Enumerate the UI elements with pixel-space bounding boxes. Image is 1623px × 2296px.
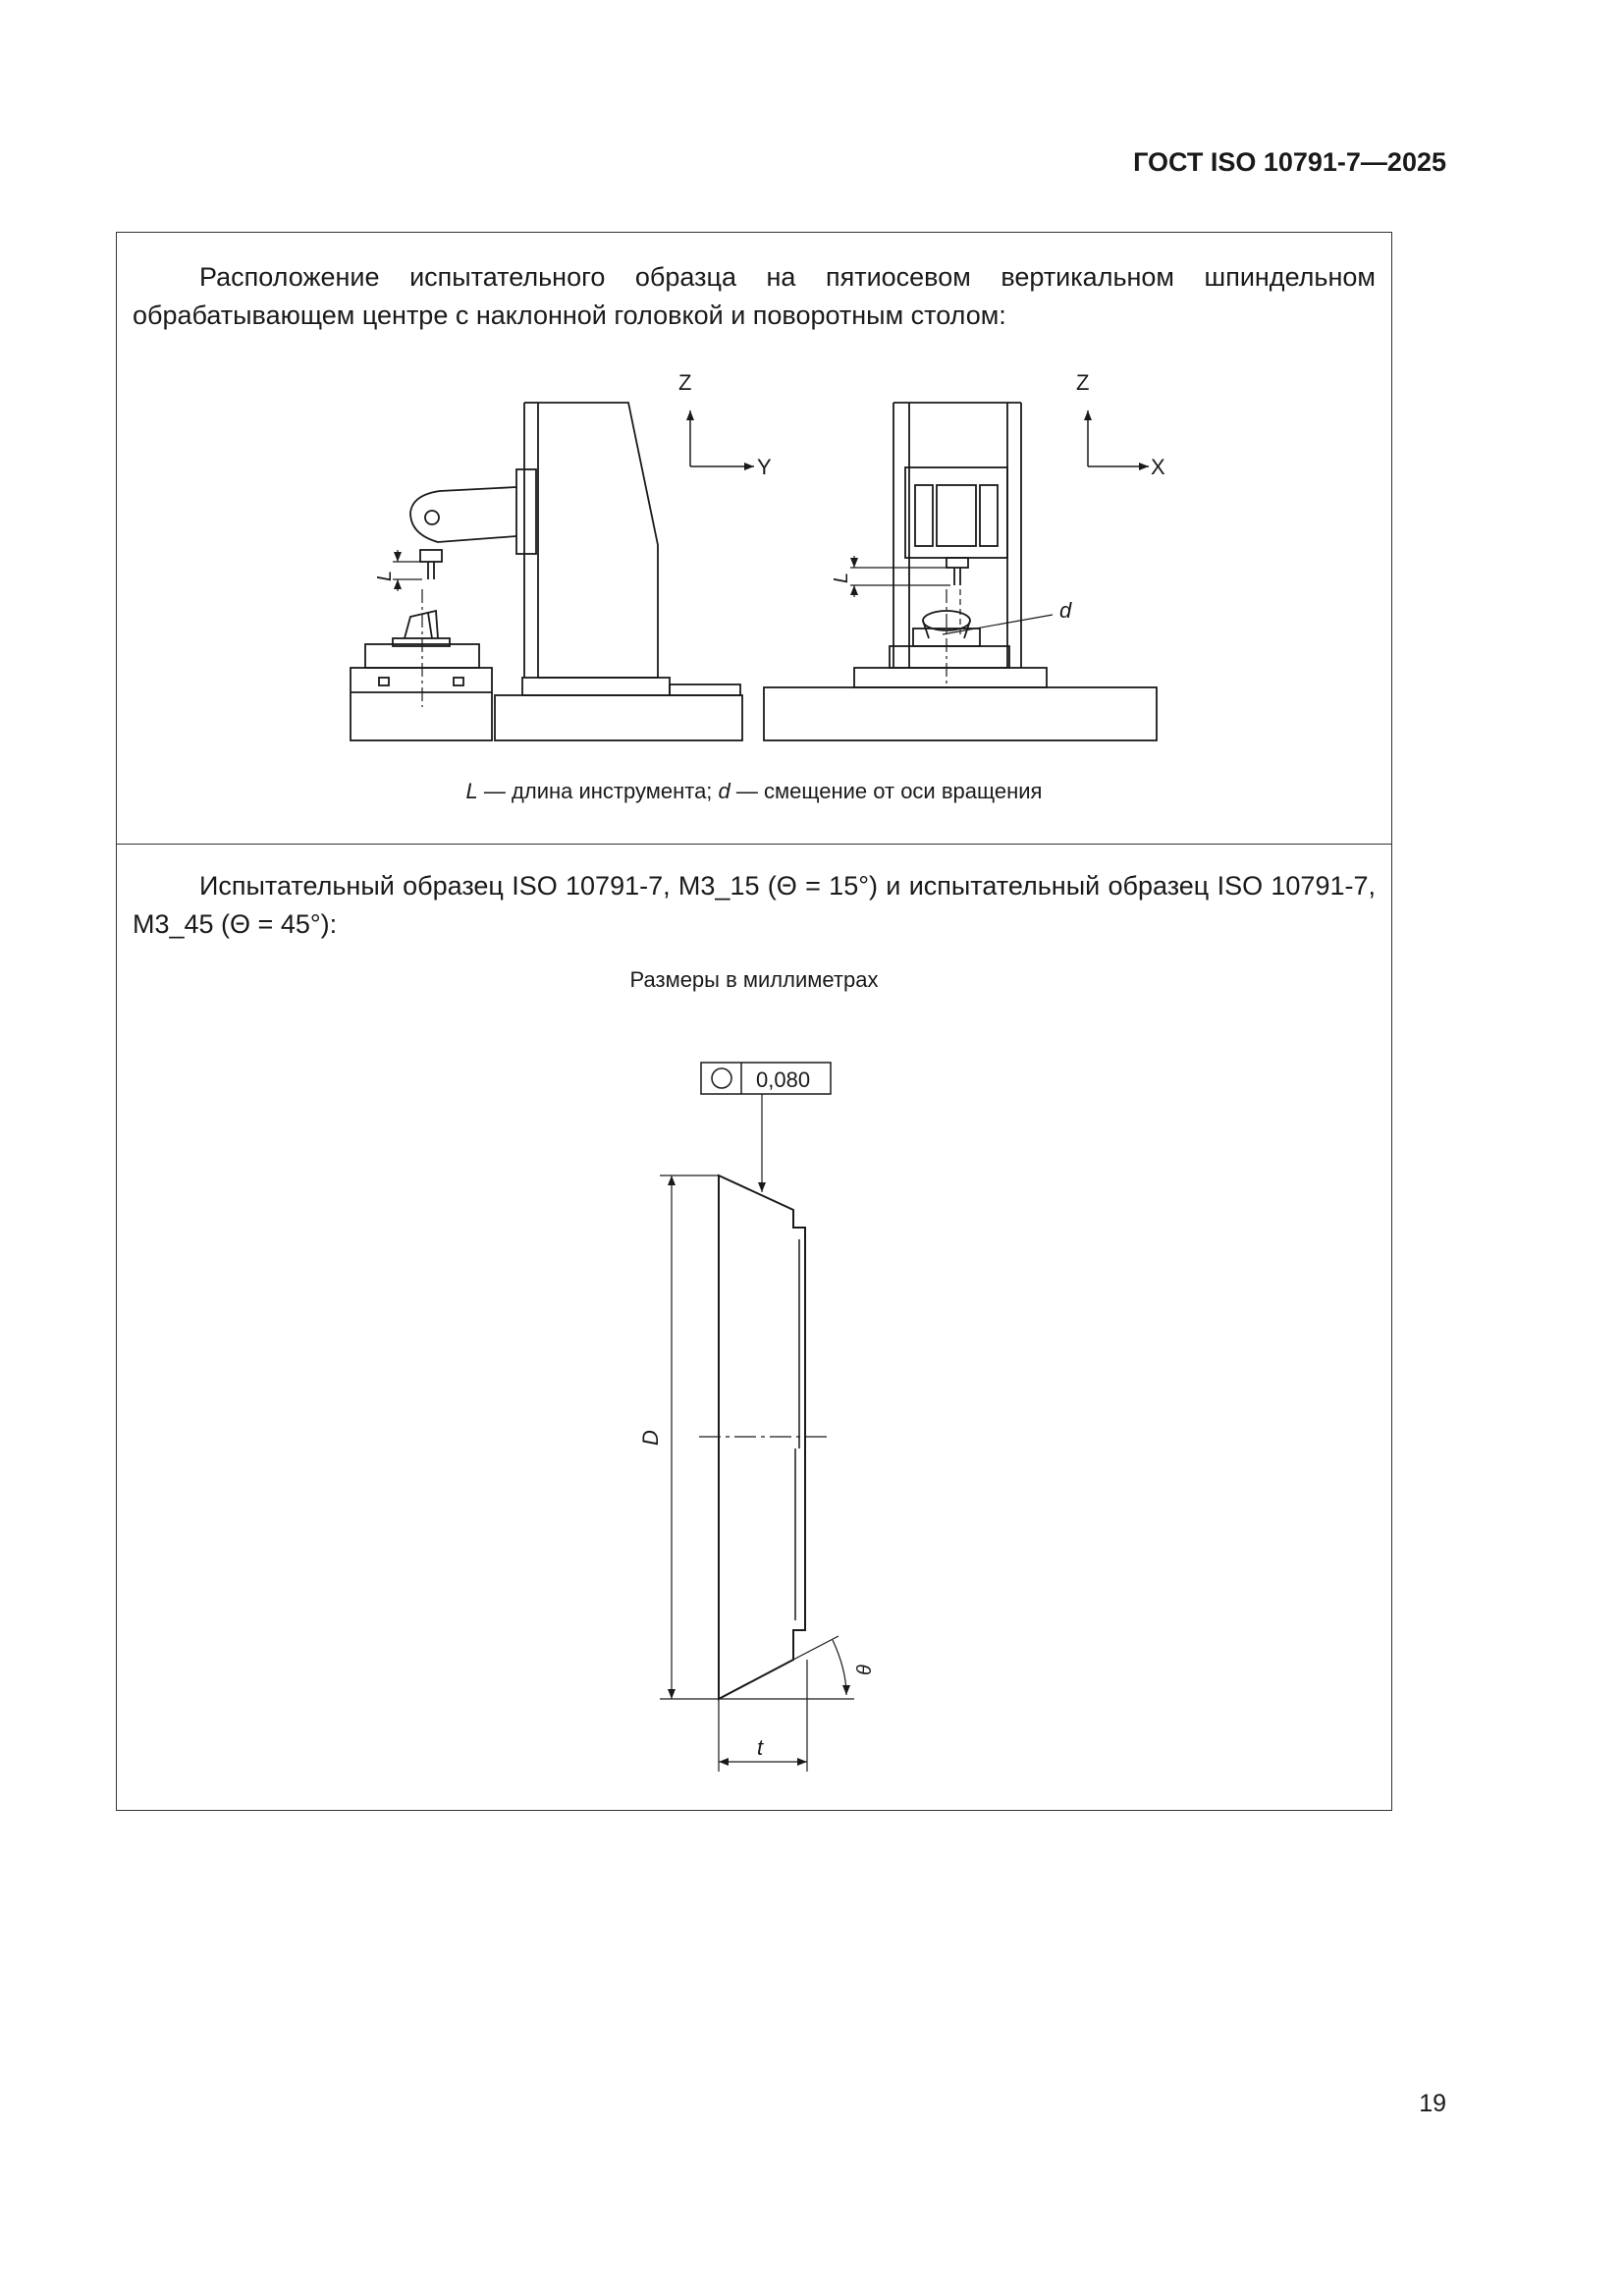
axis-y-label: Y <box>757 455 772 479</box>
legend-L-text: — длина инструмента; <box>477 779 719 803</box>
machine-front-view <box>764 403 1157 740</box>
document-header: ГОСТ ISO 10791-7—2025 <box>1133 147 1446 177</box>
dimensions-note: Размеры в миллиметрах <box>629 967 879 992</box>
axis-z-left-label: Z <box>678 370 692 395</box>
tolerance-value: 0,080 <box>756 1067 811 1092</box>
axis-z-right-label: Z <box>1076 370 1090 395</box>
legend-d-text: — смещение от оси вращения <box>730 779 1043 803</box>
tool-length-left-label: L <box>374 570 396 581</box>
legend-d-symbol: d <box>718 779 730 803</box>
machine-side-view <box>351 403 754 740</box>
thickness-t-label: t <box>757 1735 764 1760</box>
legend-L-symbol: L <box>465 779 478 803</box>
section2-paragraph: Испытательный образец ISO 10791-7, M3_15 (Θ = 15°) и испытательный образец ISO 10791-7, M3_45 (Θ = 45°): <box>133 871 1376 939</box>
tool-length-right-label: L <box>831 572 852 583</box>
section1-paragraph: Расположение испытательного образца на пятиосевом вертикальном шпиндельном обрабатывающем центре с наклонной головкой и поворотным столом: <box>133 262 1376 330</box>
diameter-D-label: D <box>638 1430 663 1446</box>
page-number: 19 <box>1419 2090 1446 2117</box>
offset-d-label: d <box>1059 598 1072 623</box>
axis-x-label: X <box>1151 455 1165 479</box>
test-piece-drawing <box>660 1063 854 1772</box>
angle-theta-label: θ <box>854 1665 876 1675</box>
